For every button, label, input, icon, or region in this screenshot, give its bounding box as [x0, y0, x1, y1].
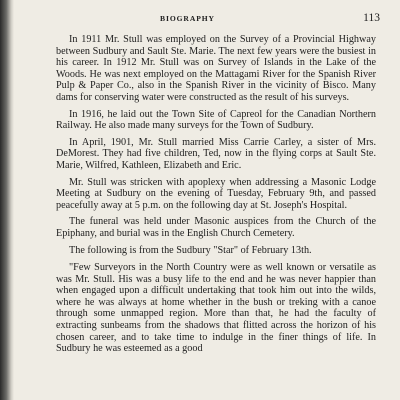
paragraph-capreol-townsite: In 1916, he laid out the Town Site of Capreol for the Canadian Northern Railway. He also made many surveys for the Town of Sudbury.: [56, 108, 376, 132]
body-text: [56, 34, 376, 360]
paragraph-star-quote: "Few Surveyors in the North Country were as well known or versatile as was Mr. Stull. His was a busy life to the end and he was never happier than when engaged upon a difficult undertaking that took him out into the wilds, where he was always at home whether in the bush or treking with a canoe through some unmapped region. More than that, he had the faculty of extracting sunbeams from the shadows that flitted across the horizon of his chosen career, and to take time to indulge in the finer things of life. In Sudbury he was esteemed as a good: [56, 262, 376, 355]
paragraph-death: Mr. Stull was stricken with apoplexy when addressing a Masonic Lodge Meeting at Sudbury on the evening of Tuesday, February 9th, and passed peacefully away at 5 p.m. on the following day at St. Joseph's Hospital.: [56, 176, 376, 211]
paragraph-star-intro: The following is from the Sudbury "Star" of February 13th.: [69, 244, 312, 256]
paragraph-survey-career: In 1911 Mr. Stull was employed on the Survey of a Provincial Highway between Sudbury and Sault Ste. Marie. The next few years were the busiest in his career. In 1912 Mr. Stull was on Survey of Islands in the Lake of the Woods. He was next employed on the Mattagami River for the Spanish River Pulp & Paper Co., also in the Spanish River in the vicinity of Bisco. Many dams for conserving water were constructed as the result of his surveys.: [56, 34, 376, 103]
page-number: 113: [363, 12, 380, 24]
paragraph-marriage: In April, 1901, Mr. Stull married Miss Carrie Carley, a sister of Mrs. DeMorest. They had five children, Ted, now in the flying corps at Sault Ste. Marie, Wilfred, Kathleen, Elizabeth and Eric.: [56, 136, 376, 171]
paragraph-funeral: The funeral was held under Masonic auspices from the Church of the Epiphany, and burial was in the English Church Cemetery.: [56, 216, 376, 239]
running-head: BIOGRAPHY: [160, 14, 215, 23]
page-header: [56, 13, 380, 27]
binding-shadow: [0, 0, 14, 400]
